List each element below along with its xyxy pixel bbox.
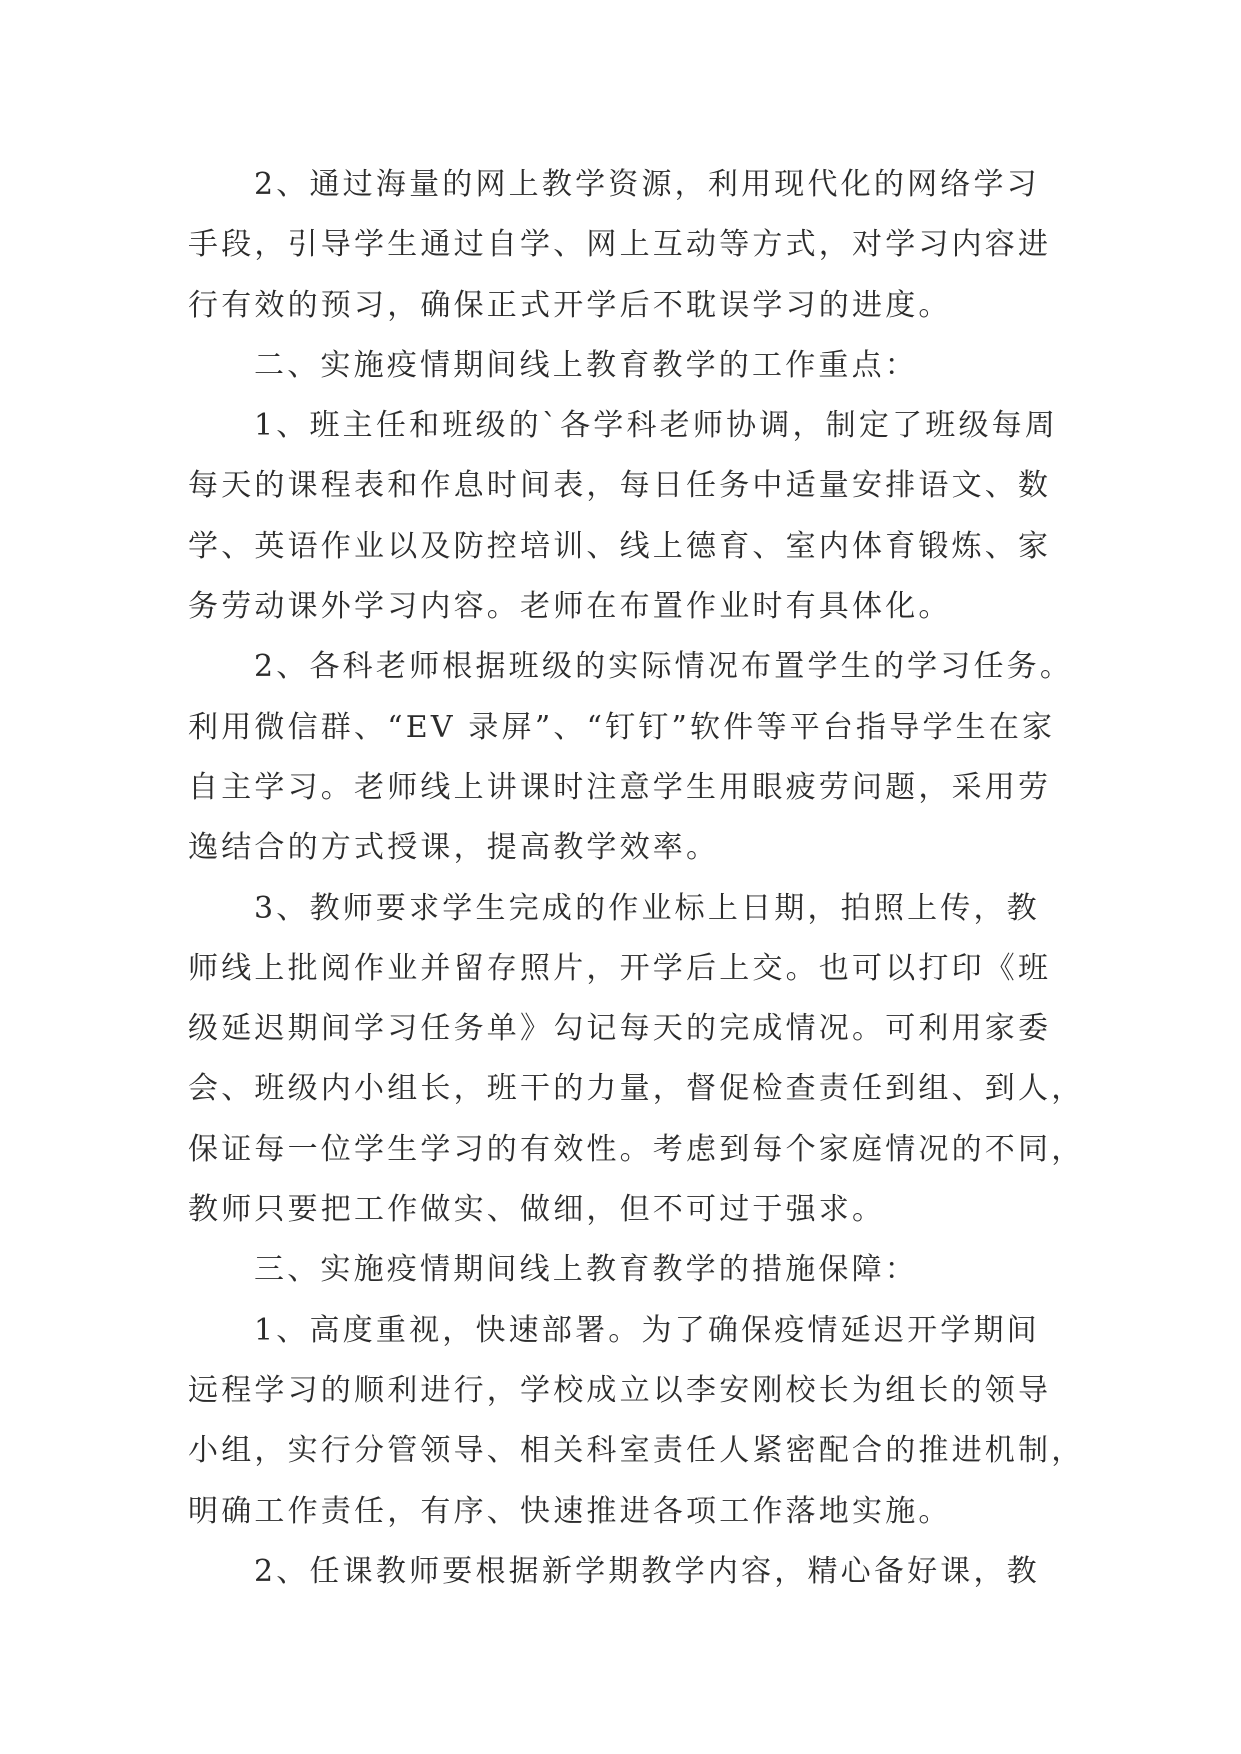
paragraph-homework	[188, 879, 1085, 1241]
text-line: 自主学习。老师线上讲课时注意学生用眼疲劳问题，采用劳	[188, 769, 1052, 805]
section-heading: 三、实施疫情期间线上教育教学的措施保障：	[254, 1252, 918, 1288]
text-line: 师线上批阅作业并留存照片，开学后上交。也可以打印《班	[188, 950, 1052, 986]
text-line: 每天的课程表和作息时间表，每日任务中适量安排语文、数	[188, 468, 1052, 504]
text-line: 利用微信群、“EV 录屏”、“钉钉”软件等平台指导学生在家	[188, 709, 1056, 745]
paragraph-platforms	[188, 637, 1074, 878]
paragraph-timetable	[188, 396, 1068, 637]
heading-work-focus	[188, 336, 1068, 396]
text-line: 逸结合的方式授课，提高教学效率。	[188, 830, 720, 866]
paragraph-deployment	[188, 1301, 1085, 1542]
heading-measures	[188, 1240, 1068, 1300]
text-line: 学、英语作业以及防控培训、线上德育、室内体育锻炼、家	[188, 528, 1052, 564]
text-line: 1、班主任和班级的`各学科老师协调，制定了班级每周	[254, 408, 1059, 444]
text-line: 2、通过海量的网上教学资源，利用现代化的网络学习	[254, 167, 1040, 202]
text-line: 手段，引导学生通过自学、网上互动等方式，对学习内容进	[188, 227, 1052, 263]
text-line: 教师只要把工作做实、做细，但不可过于强求。	[188, 1192, 886, 1228]
text-line: 明确工作责任，有序、快速推进各项工作落地实施。	[188, 1493, 952, 1529]
text-line: 2、任课教师要根据新学期教学内容，精心备好课，教	[254, 1553, 1040, 1589]
paragraph-lesson-prep	[188, 1542, 1068, 1602]
text-line: 务劳动课外学习内容。老师在布置作业时有具体化。	[188, 589, 952, 625]
text-line: 2、各科老师根据班级的实际情况布置学生的学习任务。	[254, 649, 1074, 685]
text-line: 保证每一位学生学习的有效性。考虑到每个家庭情况的不同，	[188, 1131, 1085, 1167]
section-heading: 二、实施疫情期间线上教育教学的工作重点：	[254, 347, 918, 383]
text-line: 会、班级内小组长，班干的力量，督促检查责任到组、到人，	[188, 1071, 1085, 1107]
text-line: 小组，实行分管领导、相关科室责任人紧密配合的推进机制，	[188, 1433, 1085, 1469]
paragraph-online-resources	[188, 155, 1068, 336]
document-body	[188, 155, 1085, 1602]
text-line: 3、教师要求学生完成的作业标上日期，拍照上传，教	[254, 890, 1040, 926]
text-line: 远程学习的顺利进行，学校成立以李安刚校长为组长的领导	[188, 1372, 1052, 1408]
text-line: 行有效的预习，确保正式开学后不耽误学习的进度。	[188, 287, 952, 323]
text-line: 级延迟期间学习任务单》勾记每天的完成情况。可利用家委	[188, 1011, 1052, 1047]
text-line: 1、高度重视，快速部署。为了确保疫情延迟开学期间	[254, 1312, 1040, 1348]
